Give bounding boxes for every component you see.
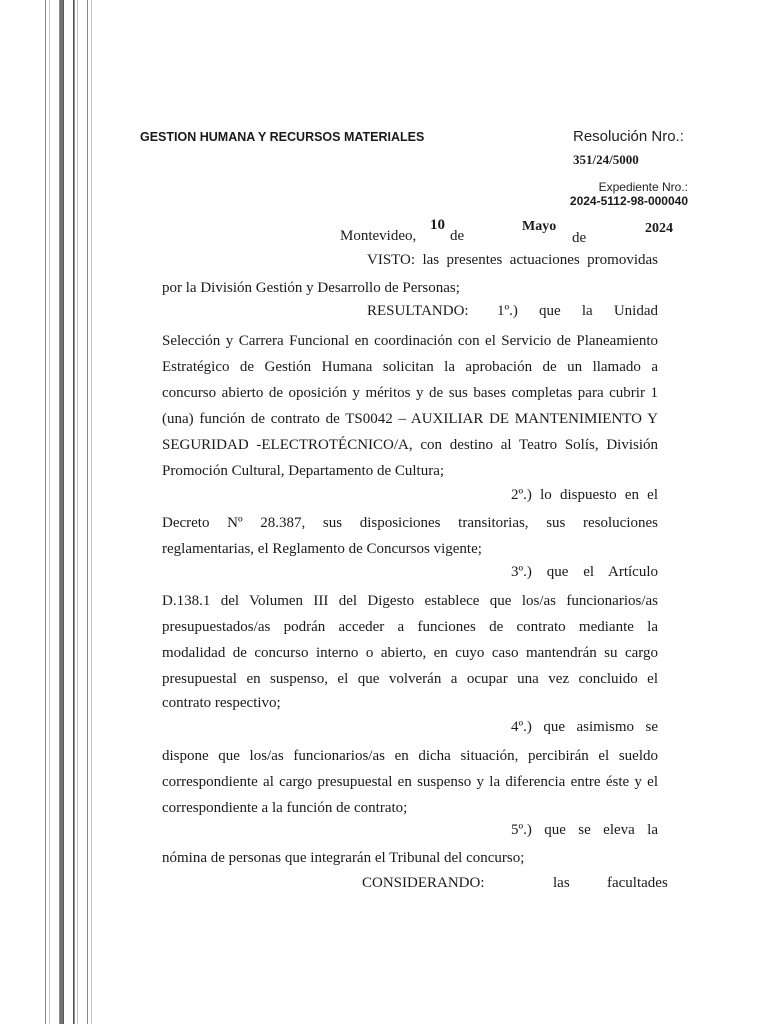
resultando-2-start: 2º.) lo dispuesto en el [511, 487, 658, 503]
date-day: 10 [430, 217, 445, 233]
resultando-4-last-line: correspondiente a la función de contrato; [162, 800, 408, 816]
resultando-1-line: concurso abierto de oposición y méritos y de sus bases completas para cubrir 1 [162, 385, 658, 401]
resultando-1-line: Selección y Carrera Funcional en coordinación con el Servicio de Planeamiento [162, 333, 658, 349]
resolution-label: Resolución Nro.: [573, 128, 684, 145]
resultando-4-line: correspondiente al cargo presupuestal en suspenso y la diferencia entre éste y el [162, 774, 658, 790]
date-month: Mayo [522, 219, 557, 234]
expediente-number: 2024-5112-98-000040 [569, 194, 688, 208]
resultando-1-line: (una) función de contrato de TS0042 – AUXILIAR DE MANTENIMIENTO Y [162, 411, 658, 427]
visto-line-1: VISTO: las presentes actuaciones promovidas [367, 252, 658, 268]
date-de-2: de [572, 230, 587, 246]
resultando-1-last-line: Promoción Cultural, Departamento de Cultura; [162, 463, 445, 479]
resultando-3-start: 3º.) que el Artículo [511, 564, 658, 580]
resultando-4-line: dispone que los/as funcionarios/as en dicha situación, percibirán el sueldo [162, 748, 658, 764]
scan-binding-edge [40, 0, 98, 1024]
resultando-2-last-line: reglamentarias, el Reglamento de Concursos vigente; [162, 541, 482, 557]
resultando-3-line: presupuestados/as podrán acceder a funciones de contrato mediante la [162, 619, 658, 635]
resultando-1-line: Estratégico de Gestión Humana solicitan la aprobación de un llamado a [162, 359, 658, 375]
resultando-5-start: 5º.) que se eleva la [511, 822, 658, 838]
resultando-3-last-line: contrato respectivo; [162, 695, 281, 711]
considerando-word: las [553, 875, 570, 891]
scan-binding-shadow [60, 0, 64, 1024]
scan-binding-shadow-secondary [73, 0, 75, 1024]
resultando-3-line: presupuestal en suspenso, el que volverán a ocupar una vez concluido el [162, 671, 658, 687]
considerando-word: facultades [607, 875, 668, 891]
resultando-5-last-line: nómina de personas que integrarán el Tribunal del concurso; [162, 850, 525, 866]
resultando-3-line: modalidad de concurso interno o abierto, en cuyo caso mantendrán su cargo [162, 645, 658, 661]
resolution-number: 351/24/5000 [573, 152, 639, 167]
resultando-3-line: D.138.1 del Volumen III del Digesto establece que los/as funcionarios/as [162, 593, 658, 609]
resultando-1-start: 1º.) que la Unidad [497, 303, 658, 319]
resultando-1-line: SEGURIDAD -ELECTROTÉCNICO/A, con destino al Teatro Solís, División [162, 437, 658, 453]
date-year: 2024 [645, 221, 673, 236]
resultando-4-start: 4º.) que asimismo se [511, 719, 658, 735]
date-de-1: de [450, 228, 465, 244]
resultando-label: RESULTANDO: [367, 303, 469, 319]
department-heading: GESTION HUMANA Y RECURSOS MATERIALES [140, 130, 425, 144]
considerando-label: CONSIDERANDO: [362, 875, 485, 891]
expediente-label: Expediente Nro.: [598, 180, 688, 194]
visto-line-2: por la División Gestión y Desarrollo de Personas; [162, 280, 460, 296]
resultando-2-line: Decreto Nº 28.387, sus disposiciones transitorias, sus resoluciones [162, 515, 658, 531]
date-city: Montevideo, [340, 228, 417, 244]
